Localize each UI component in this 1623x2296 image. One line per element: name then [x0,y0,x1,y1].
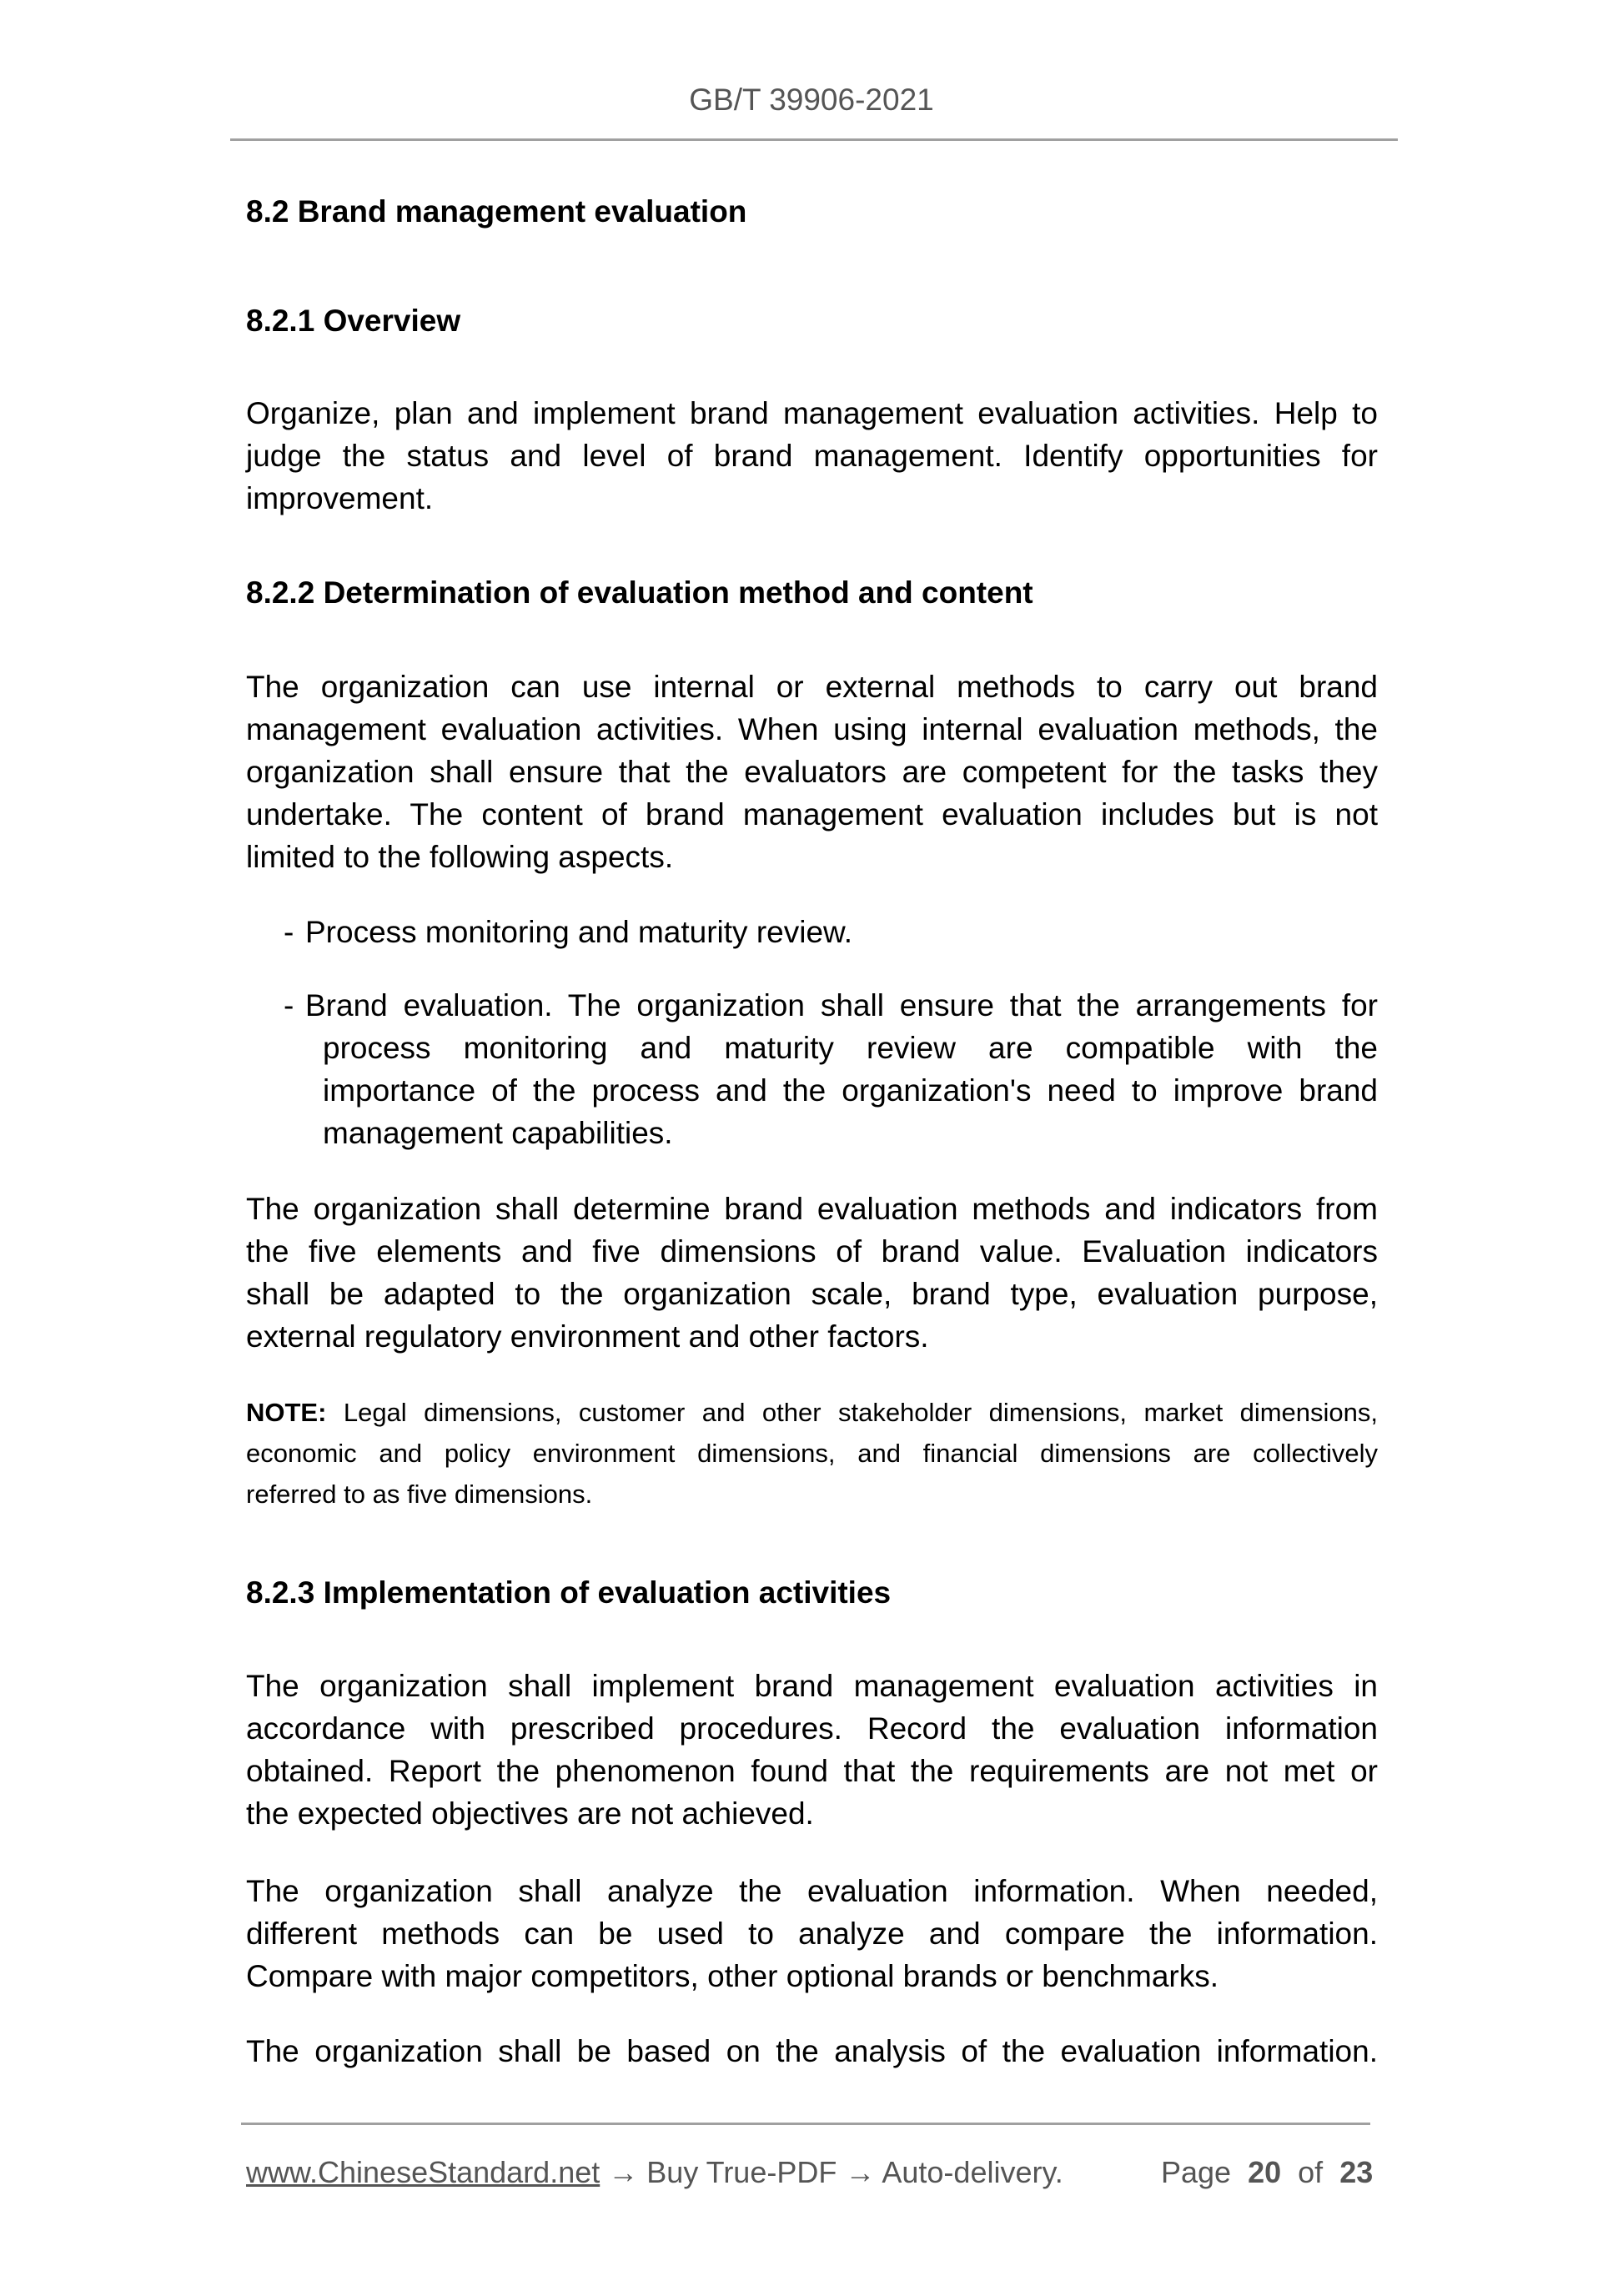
text-line: The organization shall determine brand evaluation methods and indicators from [246,1192,1378,1226]
text-line: limited to the following aspects. [246,840,674,874]
text-line: organization shall ensure that the evaluators are competent for the tasks they [246,755,1378,789]
text-line: undertake. The content of brand management evaluation includes but is not [246,797,1378,831]
arrow-right-icon: → [845,2155,876,2189]
text-line: Compare with major competitors, other optional brands or benchmarks. [246,1959,1219,1993]
list-item-brand-evaluation [284,984,1378,1154]
text-line: different methods can be used to analyze and compare the information. [246,1917,1378,1951]
chinesestandard-link[interactable]: www.ChineseStandard.net [246,2155,600,2189]
text-line: process monitoring and maturity review are compatible with the [323,1031,1378,1065]
text-line: the expected objectives are not achieved. [246,1796,814,1831]
page-indicator [1161,2154,1373,2191]
paragraph-analysis-basis [246,2030,1378,2072]
arrow-right-icon: → [608,2155,639,2189]
text-line: The organization shall be based on the analysis of the evaluation information. [246,2034,1378,2068]
page-total: 23 [1339,2155,1374,2189]
paragraph-analysis [246,1870,1378,1997]
text-line: Brand evaluation. The organization shall ensure that the arrangements for [305,988,1378,1022]
text-line: referred to as five dimensions. [246,1480,593,1509]
page-label: Page [1161,2155,1232,2189]
text-line: importance of the process and the organization's need to improve brand [323,1073,1378,1108]
heading-8-2-3: 8.2.3 Implementation of evaluation activities [246,1575,892,1610]
list-item-process-monitoring [284,911,1378,953]
header-rule [230,138,1398,141]
paragraph-evaluation-methods [246,666,1378,878]
bullet-dash: - [284,915,294,949]
of-label: of [1298,2155,1324,2189]
text-line: The organization shall implement brand management evaluation activities in [246,1669,1378,1703]
heading-8-2: 8.2 Brand management evaluation [246,194,747,229]
note-text: Legal dimensions, customer and other stakeholder dimensions, market dimensions, [326,1398,1378,1427]
text-line: judge the status and level of brand management. Identify opportunities for [246,439,1378,473]
text-line: obtained. Report the phenomenon found that the requirements are not met or [246,1754,1378,1788]
text-line: the five elements and five dimensions of brand value. Evaluation indicators [246,1234,1378,1269]
note-label: NOTE: [246,1398,327,1427]
text-line: Process monitoring and maturity review. [305,915,852,949]
buy-true-pdf-text: Buy True-PDF [646,2155,837,2189]
text-line: The organization can use internal or external methods to carry out brand [246,670,1378,704]
text-line: improvement. [246,481,434,515]
text-line: accordance with prescribed procedures. Record the evaluation information [246,1711,1378,1746]
paragraph-implementation [246,1665,1378,1835]
text-line [246,1392,1378,1433]
page-current: 20 [1248,2155,1282,2189]
note-five-dimensions [246,1392,1378,1515]
footer-left [246,2154,1063,2191]
text-line: external regulatory environment and other factors. [246,1319,929,1354]
heading-8-2-2: 8.2.2 Determination of evaluation method and content [246,575,1033,610]
bullet-dash: - [284,988,294,1022]
paragraph-overview [246,392,1378,520]
heading-8-2-1: 8.2.1 Overview [246,304,461,338]
text-line: Organize, plan and implement brand management evaluation activities. Help to [246,396,1378,430]
paragraph-evaluation-indicators [246,1188,1378,1358]
text-line: management capabilities. [323,1116,673,1150]
text-line: The organization shall analyze the evaluation information. When needed, [246,1874,1378,1908]
footer-rule [241,2123,1370,2125]
text-line: economic and policy environment dimensions, and financial dimensions are collectively [246,1439,1378,1468]
auto-delivery-text: Auto-delivery. [882,2155,1063,2189]
running-header-doc-code: GB/T 39906-2021 [689,83,934,117]
text-line: management evaluation activities. When using internal evaluation methods, the [246,712,1378,746]
text-line: shall be adapted to the organization scale, brand type, evaluation purpose, [246,1277,1378,1311]
